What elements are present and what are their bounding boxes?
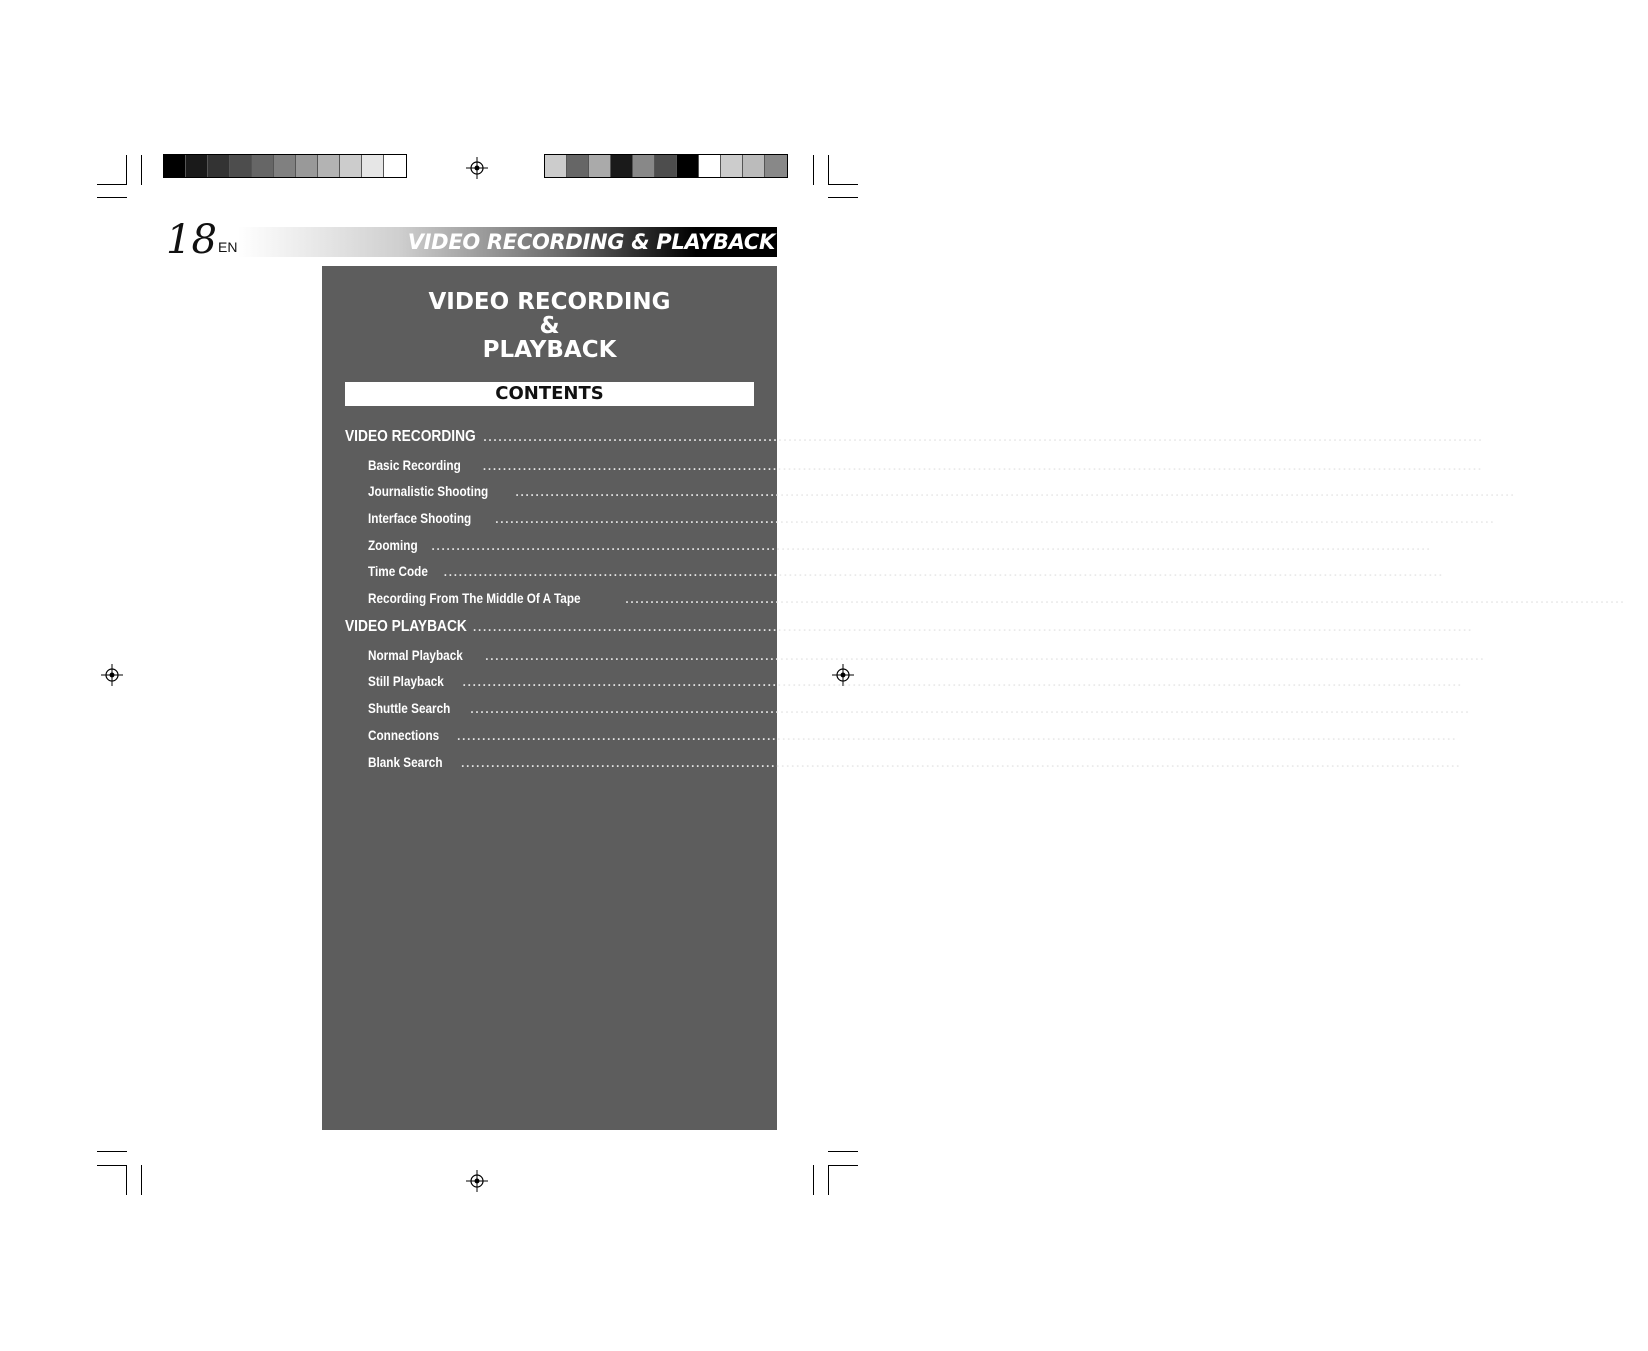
color-swatch bbox=[208, 155, 230, 177]
crop-mark bbox=[97, 184, 127, 185]
panel-title-line: & bbox=[539, 313, 560, 339]
color-swatch bbox=[589, 155, 611, 177]
color-swatch bbox=[164, 155, 186, 177]
crop-mark bbox=[828, 1151, 858, 1152]
toc-entry-label: Interface Shooting bbox=[368, 510, 472, 526]
color-swatch bbox=[611, 155, 633, 177]
toc-entry-page: 20 bbox=[1498, 509, 1518, 527]
crop-mark bbox=[828, 1165, 858, 1166]
color-swatch bbox=[721, 155, 743, 177]
crop-mark bbox=[97, 1151, 127, 1152]
crop-mark bbox=[141, 1165, 142, 1195]
toc-entry-label: Zooming bbox=[368, 537, 418, 553]
toc-entry-page: 21 bbox=[1447, 562, 1467, 580]
crop-mark bbox=[126, 1165, 127, 1195]
toc-entry-label: Time Code bbox=[368, 563, 428, 579]
toc-entry bbox=[368, 646, 1508, 665]
toc-entry bbox=[368, 456, 1506, 475]
toc-section-entry bbox=[345, 426, 1546, 446]
toc-entry-page: 22 – 25 bbox=[1476, 616, 1536, 635]
color-swatch bbox=[699, 155, 721, 177]
toc-leader-dots: ........................................................................................................................................................................................................ bbox=[443, 563, 1444, 580]
toc-entry bbox=[368, 536, 1455, 555]
toc-leader-dots: ........................................................................................................................................................................................................ bbox=[484, 647, 1485, 664]
color-swatch bbox=[633, 155, 655, 177]
toc-entry-label: Recording From The Middle Of A Tape bbox=[368, 590, 581, 606]
color-swatch-bar-right bbox=[544, 154, 788, 178]
toc-entry bbox=[368, 482, 1539, 501]
toc-leader-dots: ........................................................................................................................................................................................................ bbox=[494, 510, 1495, 527]
toc-entry-label: Shuttle Search bbox=[368, 700, 451, 716]
toc-entry bbox=[368, 753, 1484, 772]
page-language: EN bbox=[218, 239, 238, 255]
panel-title-line: PLAYBACK bbox=[482, 337, 617, 363]
toc-entry-label: Blank Search bbox=[368, 754, 443, 770]
color-swatch bbox=[384, 155, 406, 177]
color-swatch bbox=[677, 155, 699, 177]
crop-mark bbox=[97, 1165, 127, 1166]
crop-mark bbox=[828, 155, 829, 185]
color-swatch bbox=[230, 155, 252, 177]
color-swatch bbox=[296, 155, 318, 177]
crop-mark bbox=[97, 197, 127, 198]
toc-entry-label: Journalistic Shooting bbox=[368, 483, 489, 499]
section-header-band bbox=[238, 227, 777, 257]
toc-entry-label: Basic Recording bbox=[368, 457, 461, 473]
color-swatch bbox=[186, 155, 208, 177]
toc-leader-dots: ........................................................................................................................................................................................................ bbox=[456, 727, 1457, 744]
toc-section-entry bbox=[345, 616, 1536, 636]
toc-entry-label: Normal Playback bbox=[368, 647, 463, 663]
toc-leader-dots: ........................................................................................................................................................................................................ bbox=[482, 457, 1483, 474]
crop-mark bbox=[126, 155, 127, 185]
toc-entry-label: VIDEO PLAYBACK bbox=[345, 618, 467, 635]
toc-entry-label: Connections bbox=[368, 727, 440, 743]
toc-entry-label: VIDEO RECORDING bbox=[345, 428, 476, 445]
color-swatch-bar-left bbox=[163, 154, 407, 178]
color-swatch bbox=[765, 155, 787, 177]
toc-entry bbox=[368, 699, 1494, 718]
color-swatch bbox=[252, 155, 274, 177]
toc-entry-page: 22 bbox=[1488, 646, 1508, 664]
toc-leader-dots: ........................................................................................................................................................................................................ bbox=[431, 537, 1432, 554]
toc-entry bbox=[368, 589, 1648, 608]
crop-mark bbox=[813, 1165, 814, 1195]
panel-title-line: VIDEO RECORDING bbox=[428, 289, 671, 315]
toc-entry bbox=[368, 562, 1467, 581]
color-swatch bbox=[362, 155, 384, 177]
toc-entry-page: 23 – 24 bbox=[1460, 726, 1516, 744]
contents-heading: CONTENTS bbox=[345, 382, 754, 406]
toc-entry-page: 19 bbox=[1486, 456, 1506, 474]
toc-entry-page: 19 – 21 bbox=[1487, 426, 1546, 445]
crop-mark bbox=[828, 184, 858, 185]
crop-mark bbox=[141, 155, 142, 185]
toc-entry-page: 22 bbox=[1466, 672, 1486, 690]
toc-entry bbox=[368, 672, 1486, 691]
registration-mark-icon bbox=[466, 157, 488, 179]
toc-entry bbox=[368, 509, 1518, 528]
toc-entry-page: 20 bbox=[1519, 482, 1539, 500]
color-swatch bbox=[340, 155, 362, 177]
toc-entry-page: 25 bbox=[1464, 753, 1484, 771]
toc-entry-label: Still Playback bbox=[368, 673, 444, 689]
toc-leader-dots: ........................................................................................................................................................................................................ bbox=[462, 673, 1463, 690]
color-swatch bbox=[274, 155, 296, 177]
toc-entry-page: 21 bbox=[1629, 589, 1648, 607]
section-title: VIDEO RECORDING & PLAYBACK bbox=[407, 230, 775, 254]
toc-entry-page: 22 bbox=[1474, 699, 1494, 717]
crop-mark bbox=[828, 197, 858, 198]
registration-mark-icon bbox=[466, 1170, 488, 1192]
toc-entry-page: 20 bbox=[1435, 536, 1455, 554]
color-swatch bbox=[318, 155, 340, 177]
panel-title bbox=[322, 290, 777, 362]
color-swatch bbox=[567, 155, 589, 177]
toc-leader-dots: ........................................................................................................................................................................................................ bbox=[515, 483, 1516, 500]
color-swatch bbox=[743, 155, 765, 177]
toc-leader-dots: ........................................................................................................................................................................................................ bbox=[472, 618, 1473, 635]
toc-leader-dots: ........................................................................................................................................................................................................ bbox=[470, 700, 1471, 717]
crop-mark bbox=[813, 155, 814, 185]
crop-mark bbox=[828, 1165, 829, 1195]
contents-panel bbox=[322, 266, 1648, 1130]
toc-leader-dots: ........................................................................................................................................................................................................ bbox=[625, 590, 1626, 607]
toc-leader-dots: ........................................................................................................................................................................................................ bbox=[483, 428, 1484, 445]
toc-leader-dots: ........................................................................................................................................................................................................ bbox=[460, 754, 1461, 771]
page-number: 18 bbox=[166, 217, 217, 263]
toc-entry bbox=[368, 726, 1516, 745]
color-swatch bbox=[655, 155, 677, 177]
registration-mark-icon bbox=[101, 664, 123, 686]
color-swatch bbox=[545, 155, 567, 177]
